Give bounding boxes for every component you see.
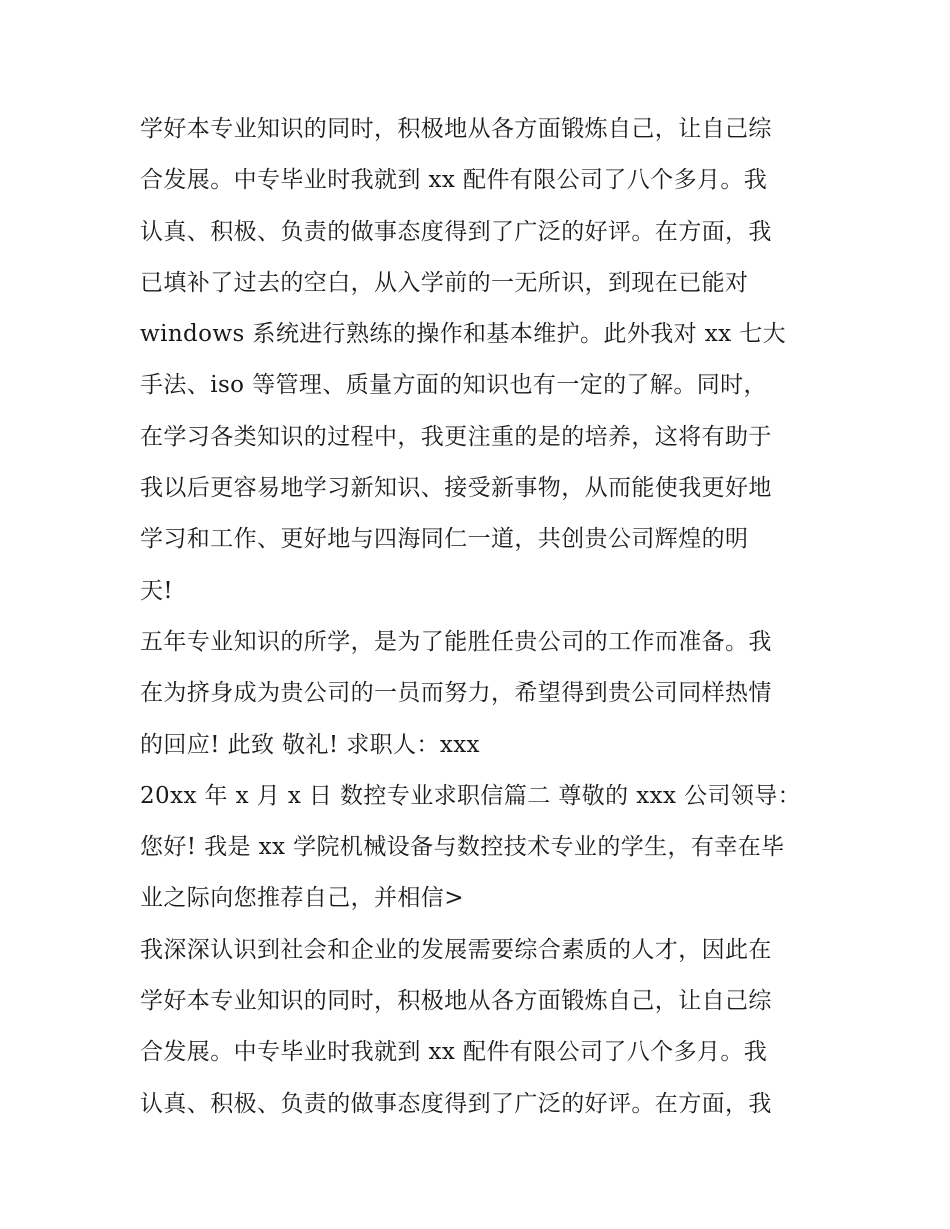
text-line: 我以后更容易地学习新知识、接受新事物，从而能使我更好地 [140, 475, 772, 502]
text-line: 认真、积极、负责的做事态度得到了广泛的好评。在方面，我 [140, 1090, 772, 1117]
text-line: 合发展。中专毕业时我就到 xx 配件有限公司了八个多月。我 [140, 1039, 768, 1066]
text-line: 在为挤身成为贵公司的一员而努力，希望得到贵公司同样热情 [140, 680, 772, 707]
text-line: 认真、积极、负责的做事态度得到了广泛的好评。在方面，我 [140, 218, 772, 245]
text-line: 在学习各类知识的过程中，我更注重的是的培养，这将有助于 [140, 423, 772, 450]
text-line: 五年专业知识的所学，是为了能胜任贵公司的工作而准备。我 [140, 628, 772, 655]
text-line: 学好本专业知识的同时，积极地从各方面锻炼自己，让自己综 [140, 116, 772, 142]
text-line: 学好本专业知识的同时，积极地从各方面锻炼自己，让自己综 [140, 988, 772, 1015]
text-line: windows 系统进行熟练的操作和基本维护。此外我对 xx 七大 [140, 321, 786, 348]
text-line: 手法、iso 等管理、质量方面的知识也有一定的了解。同时， [140, 372, 767, 399]
text-line: 业之际向您推荐自己，并相信> [140, 885, 464, 912]
text-line: 的回应! 此致 敬礼! 求职人：xxx [140, 731, 480, 758]
text-line: 合发展。中专毕业时我就到 xx 配件有限公司了八个多月。我 [140, 167, 768, 194]
text-line: 已填补了过去的空白，从入学前的一无所识，到现在已能对 [140, 269, 749, 296]
text-line: 您好! 我是 xx 学院机械设备与数控技术专业的学生，有幸在毕 [140, 834, 785, 861]
text-line: 20xx 年 x 月 x 日 数控专业求职信篇二 尊敬的 xxx 公司领导： [140, 782, 802, 809]
text-line: 我深深认识到社会和企业的发展需要综合素质的人才，因此在 [140, 936, 772, 963]
document-text-body [140, 104, 820, 1130]
text-line: 天! [140, 577, 174, 604]
text-line: 学习和工作、更好地与四海同仁一道，共创贵公司辉煌的明 [140, 526, 749, 553]
